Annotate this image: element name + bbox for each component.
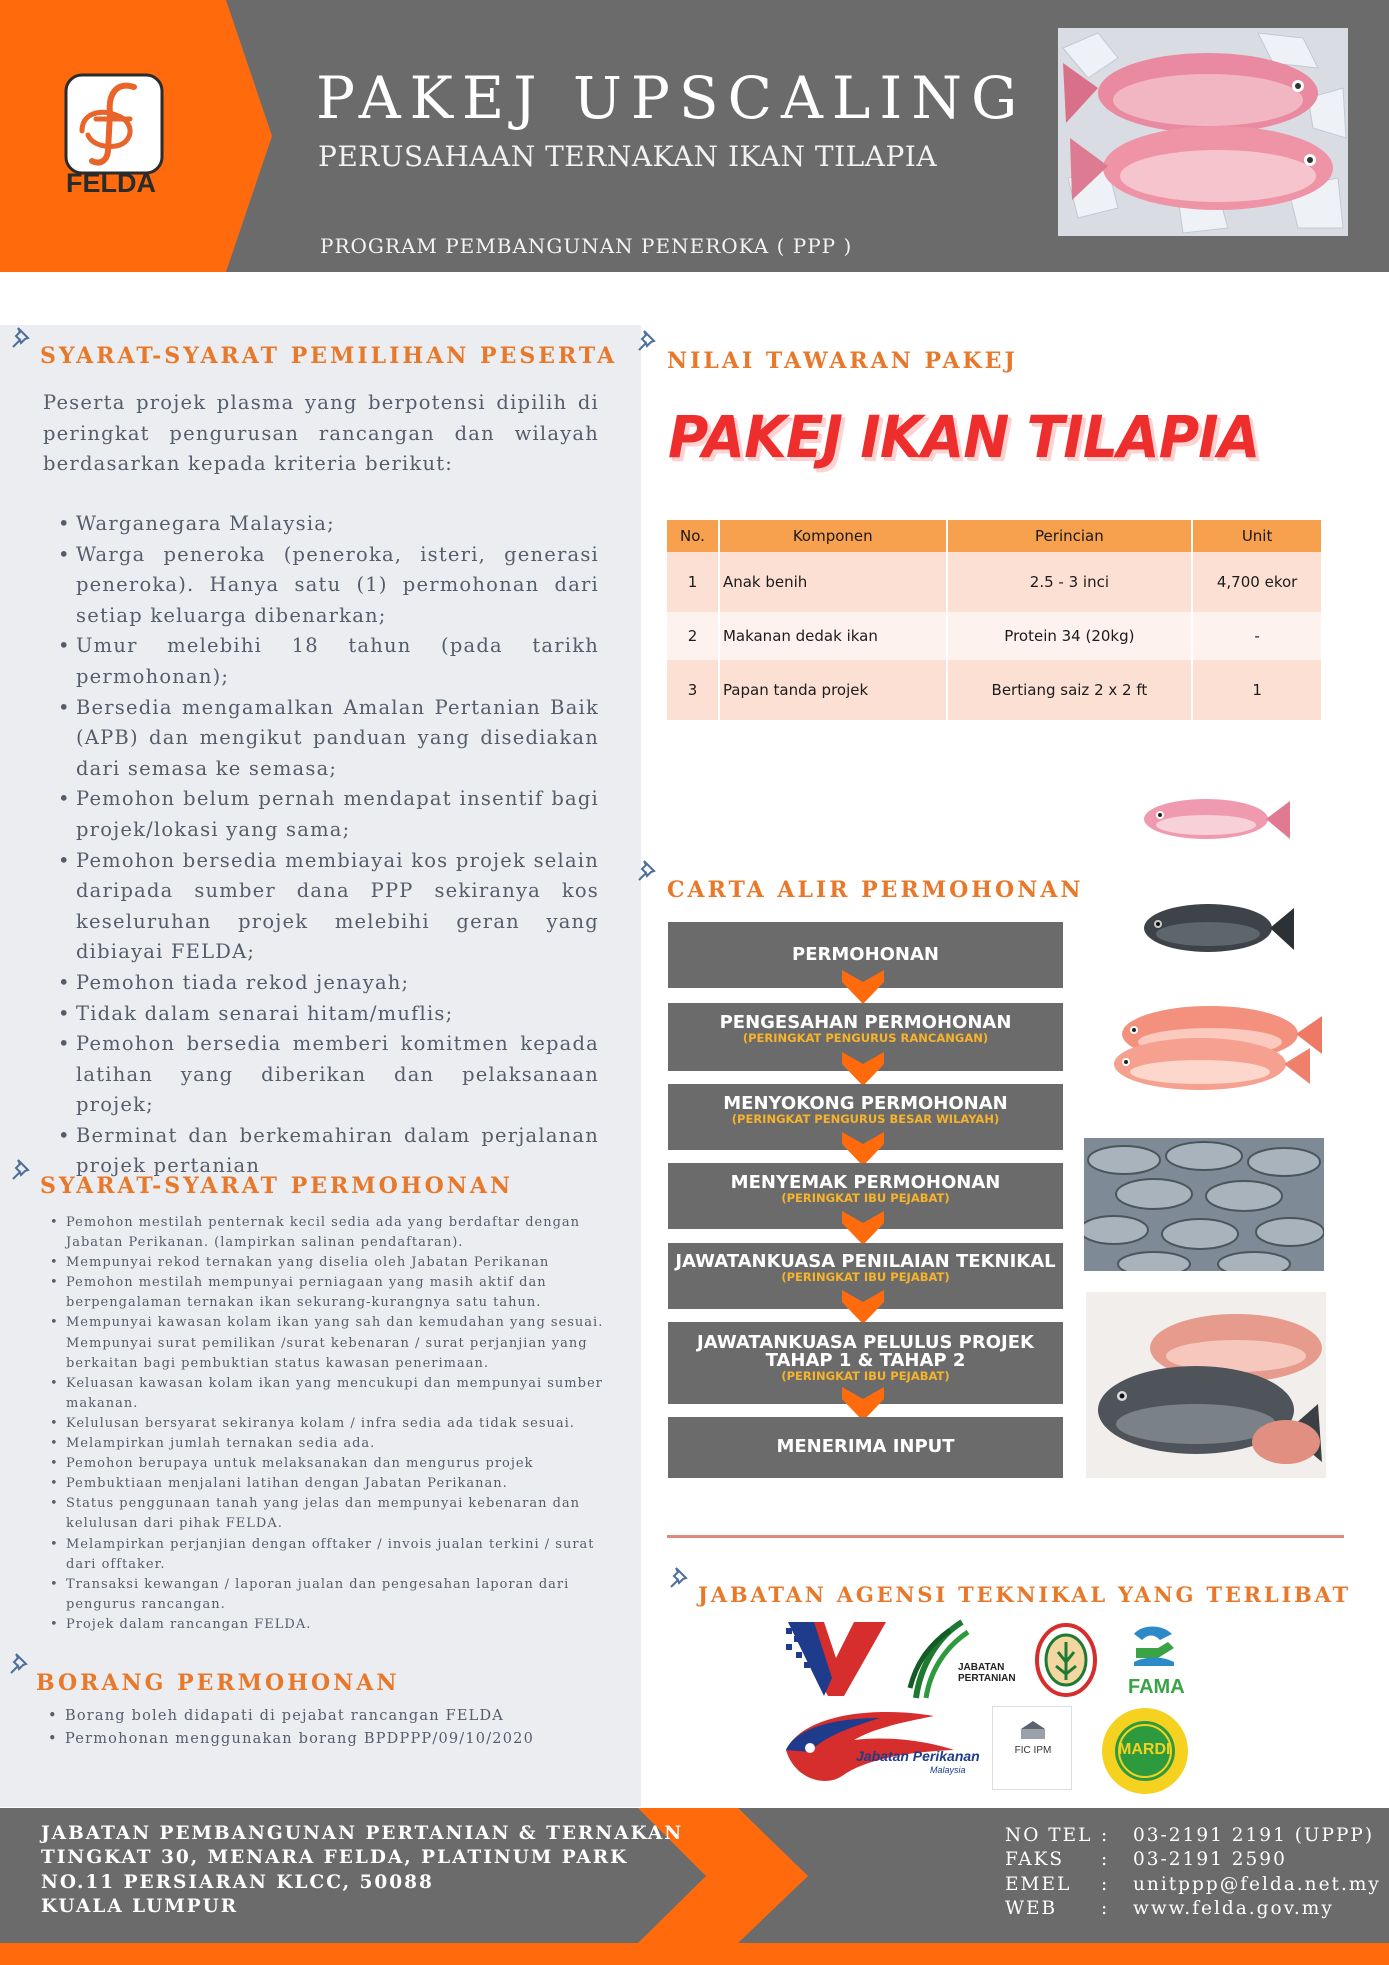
pushpin-icon: [668, 1565, 694, 1591]
address-line: TINGKAT 30, MENARA FELDA, PLATINUM PARK: [41, 1847, 629, 1869]
contact-row: [1005, 1824, 1381, 1848]
flow-step-label: MENYEMAK PERMOHONAN: [730, 1172, 1001, 1193]
jabatan-pertanian-label: [958, 1662, 1016, 1684]
flow-step-sublabel: (PERINGKAT IBU PEJABAT): [781, 1369, 950, 1383]
section-title-pemilihan: SYARAT-SYARAT PEMILIHAN PESERTA: [40, 343, 618, 369]
table-cell: 3: [667, 660, 719, 720]
list-item: • Mempunyai kawasan kolam ikan yang sah dan kemudahan yang sesuai. Mempunyai surat pemilikan /surat kebenaran / surat perjanjian yang berkaitan bagi pembuktian status kawasan penerimaan.: [50, 1313, 610, 1373]
table-header-row: [667, 520, 1322, 552]
peladang-logo: [1034, 1622, 1098, 1698]
table-cell: Bertiang saiz 2 x 2 ft: [947, 660, 1193, 720]
jabatan-pertanian-logo: [906, 1618, 972, 1700]
header-banner: [0, 0, 1389, 272]
contact-row: [1005, 1873, 1381, 1897]
list-item: • Warganegara Malaysia;: [58, 509, 599, 540]
list-item: • Pembuktiaan menjalani latihan dengan Jabatan Perikanan.: [50, 1474, 610, 1494]
flow-step-sublabel: (PERINGKAT PENGURUS BESAR WILAYAH): [731, 1112, 1000, 1126]
list-item: • Bersedia mengamalkan Amalan Pertanian Baik (APB) dan mengikut panduan yang disediakan dari semasa ke semasa;: [58, 693, 599, 785]
jabatan-perikanan-label-malaysia: Malaysia: [930, 1765, 966, 1775]
contact-colon: :: [1101, 1825, 1110, 1846]
flow-arrow-icon: [842, 970, 884, 1004]
list-item: • Melampirkan jumlah ternakan sedia ada.: [50, 1434, 610, 1454]
list-item: • Pemohon belum pernah mendapat insentif bagi projek/lokasi yang sama;: [58, 784, 599, 845]
page-title: PAKEJ UPSCALING: [316, 64, 1027, 132]
jabatan-pertanian-label-line1: JABATAN: [958, 1662, 1005, 1673]
contact-web-link[interactable]: www.felda.gov.my: [1133, 1897, 1334, 1919]
table-cell: Protein 34 (20kg): [947, 612, 1193, 660]
flow-step-sublabel: (PERINGKAT IBU PEJABAT): [781, 1270, 950, 1284]
section-title-carta-alir: CARTA ALIR PERMOHONAN: [667, 877, 1084, 903]
pushpin-icon: [10, 325, 36, 351]
pushpin-icon: [10, 1157, 36, 1183]
flow-step-label: PERMOHONAN: [792, 944, 939, 965]
column-header: No.: [667, 520, 719, 552]
pink-tilapia-image: [1128, 783, 1292, 851]
flow-arrow-icon: [842, 1387, 884, 1421]
footer-orange-bar: [0, 1943, 1389, 1965]
section-title-borang: BORANG PERMOHONAN: [36, 1670, 400, 1696]
flow-arrow-icon: [842, 1132, 884, 1166]
table-cell: 2: [667, 612, 719, 660]
flow-step-menerima-input: [668, 1417, 1063, 1478]
black-tilapia-image: [1128, 888, 1296, 968]
contact-email-link[interactable]: unitppp@felda.net.my: [1133, 1873, 1381, 1895]
contact-label: EMEL: [1005, 1873, 1072, 1895]
list-item: • Kelulusan bersyarat sekiranya kolam / infra sedia ada tidak sesuai.: [50, 1414, 610, 1434]
list-item: • Borang boleh didapati di pejabat rancangan FELDA: [48, 1705, 568, 1728]
address-line: NO.11 PERSIARAN KLCC, 50088: [41, 1871, 434, 1893]
table-row: [667, 660, 1322, 720]
contact-fax: 03-2191 2590: [1133, 1849, 1287, 1871]
fic-ipm-icon: [1019, 1721, 1047, 1741]
table-cell: Makanan dedak ikan: [719, 612, 947, 660]
table-cell: -: [1192, 612, 1322, 660]
section-title-agensi: JABATAN AGENSI TEKNIKAL YANG TERLIBAT: [698, 1582, 1351, 1607]
mardi-label: MARDI: [1118, 1741, 1171, 1758]
pushpin-icon: [8, 1651, 34, 1677]
criteria-list: [58, 509, 599, 1182]
fama-label: FAMA: [1128, 1676, 1185, 1698]
list-item: • Melampirkan perjanjian dengan offtaker / invois jualan terkini / surat dari offtaker.: [50, 1535, 610, 1575]
list-item: • Mempunyai rekod ternakan yang diselia oleh Jabatan Perikanan: [50, 1253, 610, 1273]
flow-step-label-line2: TAHAP 1 & TAHAP 2: [765, 1350, 966, 1371]
package-table: [667, 520, 1323, 720]
footer-contact: [1005, 1824, 1381, 1921]
jabatan-perikanan-label: Jabatan Perikanan: [856, 1748, 980, 1764]
fic-ipm-logo: [992, 1706, 1072, 1790]
list-item: • Projek dalam rancangan FELDA.: [50, 1615, 610, 1635]
section-intro: Peserta projek plasma yang berpotensi dipilih di peringkat pengurusan rancangan dan wilayah berdasarkan kepada kriteria berikut:: [43, 391, 599, 476]
form-list: [48, 1705, 568, 1750]
requirements-list: [50, 1213, 610, 1635]
contact-colon: :: [1101, 1873, 1110, 1895]
tilapia-catch-image: [1084, 1138, 1324, 1271]
contact-row: [1005, 1848, 1381, 1872]
table-cell: 2.5 - 3 inci: [947, 552, 1193, 612]
section-title-permohonan: SYARAT-SYARAT PERMOHONAN: [40, 1173, 514, 1199]
contact-label: FAKS: [1005, 1849, 1065, 1871]
list-item: • Pemohon berupaya untuk melaksanakan dan mengurus projek: [50, 1454, 610, 1474]
flow-step-label: JAWATANKUASA PENILAIAN TEKNIKAL: [675, 1251, 1056, 1272]
section-divider: [667, 1535, 1344, 1538]
list-item: • Pemohon bersedia membiayai kos projek selain daripada sumber dana PPP sekiranya kos keseluruhan projek melebihi geran yang dibiayai FELDA;: [58, 846, 599, 968]
jabatan-pertanian-label-line2: PERTANIAN: [958, 1673, 1016, 1684]
tilapia-on-ice-image: [1058, 28, 1348, 236]
page-subtitle: PERUSAHAAN TERNAKAN IKAN TILAPIA: [318, 140, 938, 173]
table-cell: Papan tanda projek: [719, 660, 947, 720]
list-item: • Status penggunaan tanah yang jelas dan mempunyai kebenaran dan kelulusan dari pihak FELDA.: [50, 1494, 610, 1534]
flow-step-sublabel: (PERINGKAT IBU PEJABAT): [781, 1191, 950, 1205]
contact-phone: 03-2191 2191 (UPPP): [1133, 1825, 1375, 1846]
pushpin-icon: [636, 858, 662, 884]
flow-arrow-icon: [842, 1211, 884, 1245]
contact-label: WEB: [1005, 1897, 1058, 1919]
flow-arrow-icon: [842, 1052, 884, 1086]
red-tilapia-pair-image: [1100, 992, 1324, 1102]
contact-colon: :: [1101, 1849, 1110, 1871]
list-item: • Tidak dalam senarai hitam/muflis;: [58, 999, 599, 1030]
pushpin-icon: [636, 328, 662, 354]
column-header: Unit: [1192, 520, 1322, 552]
flow-step-label: MENERIMA INPUT: [776, 1436, 955, 1457]
felda-logo: [64, 73, 164, 175]
program-label: PROGRAM PEMBANGUNAN PENEROKA ( PPP ): [320, 234, 853, 258]
list-item: • Pemohon tiada rekod jenayah;: [58, 968, 599, 999]
list-item: • Warga peneroka (peneroka, isteri, generasi peneroka). Hanya satu (1) permohonan dari setiap keluarga dibenarkan;: [58, 540, 599, 632]
section-title-nilai-tawaran: NILAI TAWARAN PAKEJ: [667, 348, 1018, 374]
felda-logo-text: FELDA: [66, 168, 156, 198]
list-item: • Pemohon bersedia memberi komitmen kepada latihan yang diberikan dan pelaksanaan projek;: [58, 1029, 599, 1121]
table-cell: 4,700 ekor: [1192, 552, 1322, 612]
flow-step-label: MENYOKONG PERMOHONAN: [723, 1093, 1008, 1114]
flow-step-sublabel: (PERINGKAT PENGURUS RANCANGAN): [742, 1031, 989, 1045]
vet-department-logo: [784, 1618, 888, 1700]
fama-logo: [1128, 1626, 1180, 1668]
package-banner: PAKEJ IKAN TILAPIA: [668, 403, 1260, 471]
list-item: • Pemohon mestilah penternak kecil sedia ada yang berdaftar dengan Jabatan Perikanan. (lampirkan salinan pendaftaran).: [50, 1213, 610, 1253]
tilapia-mixed-image: [1086, 1292, 1326, 1478]
contact-label: NO TEL: [1005, 1825, 1093, 1846]
address-line: KUALA LUMPUR: [41, 1895, 239, 1917]
table-cell: 1: [667, 552, 719, 612]
footer-address: [41, 1822, 683, 1919]
table-row: [667, 552, 1322, 612]
list-item: • Keluasan kawasan kolam ikan yang mencukupi dan mempunyai sumber makanan.: [50, 1374, 610, 1414]
list-item: • Berminat dan berkemahiran dalam perjalanan projek pertanian: [58, 1121, 599, 1182]
table-cell: 1: [1192, 660, 1322, 720]
flow-step-label: PENGESAHAN PERMOHONAN: [719, 1012, 1012, 1033]
column-header: Perincian: [947, 520, 1193, 552]
flow-arrow-icon: [842, 1290, 884, 1324]
list-item: • Transaksi kewangan / laporan jualan dan pengesahan laporan dari pengurus rancangan.: [50, 1575, 610, 1615]
table-row: [667, 612, 1322, 660]
column-header: Komponen: [719, 520, 947, 552]
table-cell: Anak benih: [719, 552, 947, 612]
fic-ipm-label: FIC IPM: [1014, 1745, 1052, 1756]
flow-step-label: JAWATANKUASA PELULUS PROJEK: [697, 1332, 1034, 1353]
list-item: • Permohonan menggunakan borang BPDPPP/09/10/2020: [48, 1728, 568, 1751]
contact-colon: :: [1101, 1897, 1110, 1919]
address-line: JABATAN PEMBANGUNAN PERTANIAN & TERNAKAN: [41, 1823, 684, 1844]
contact-row: [1005, 1897, 1381, 1921]
list-item: • Umur melebihi 18 tahun (pada tarikh permohonan);: [58, 631, 599, 692]
list-item: • Pemohon mestilah mempunyai perniagaan yang masih aktif dan berpengalaman ternakan ikan sekurang-kurangnya satu tahun.: [50, 1273, 610, 1313]
